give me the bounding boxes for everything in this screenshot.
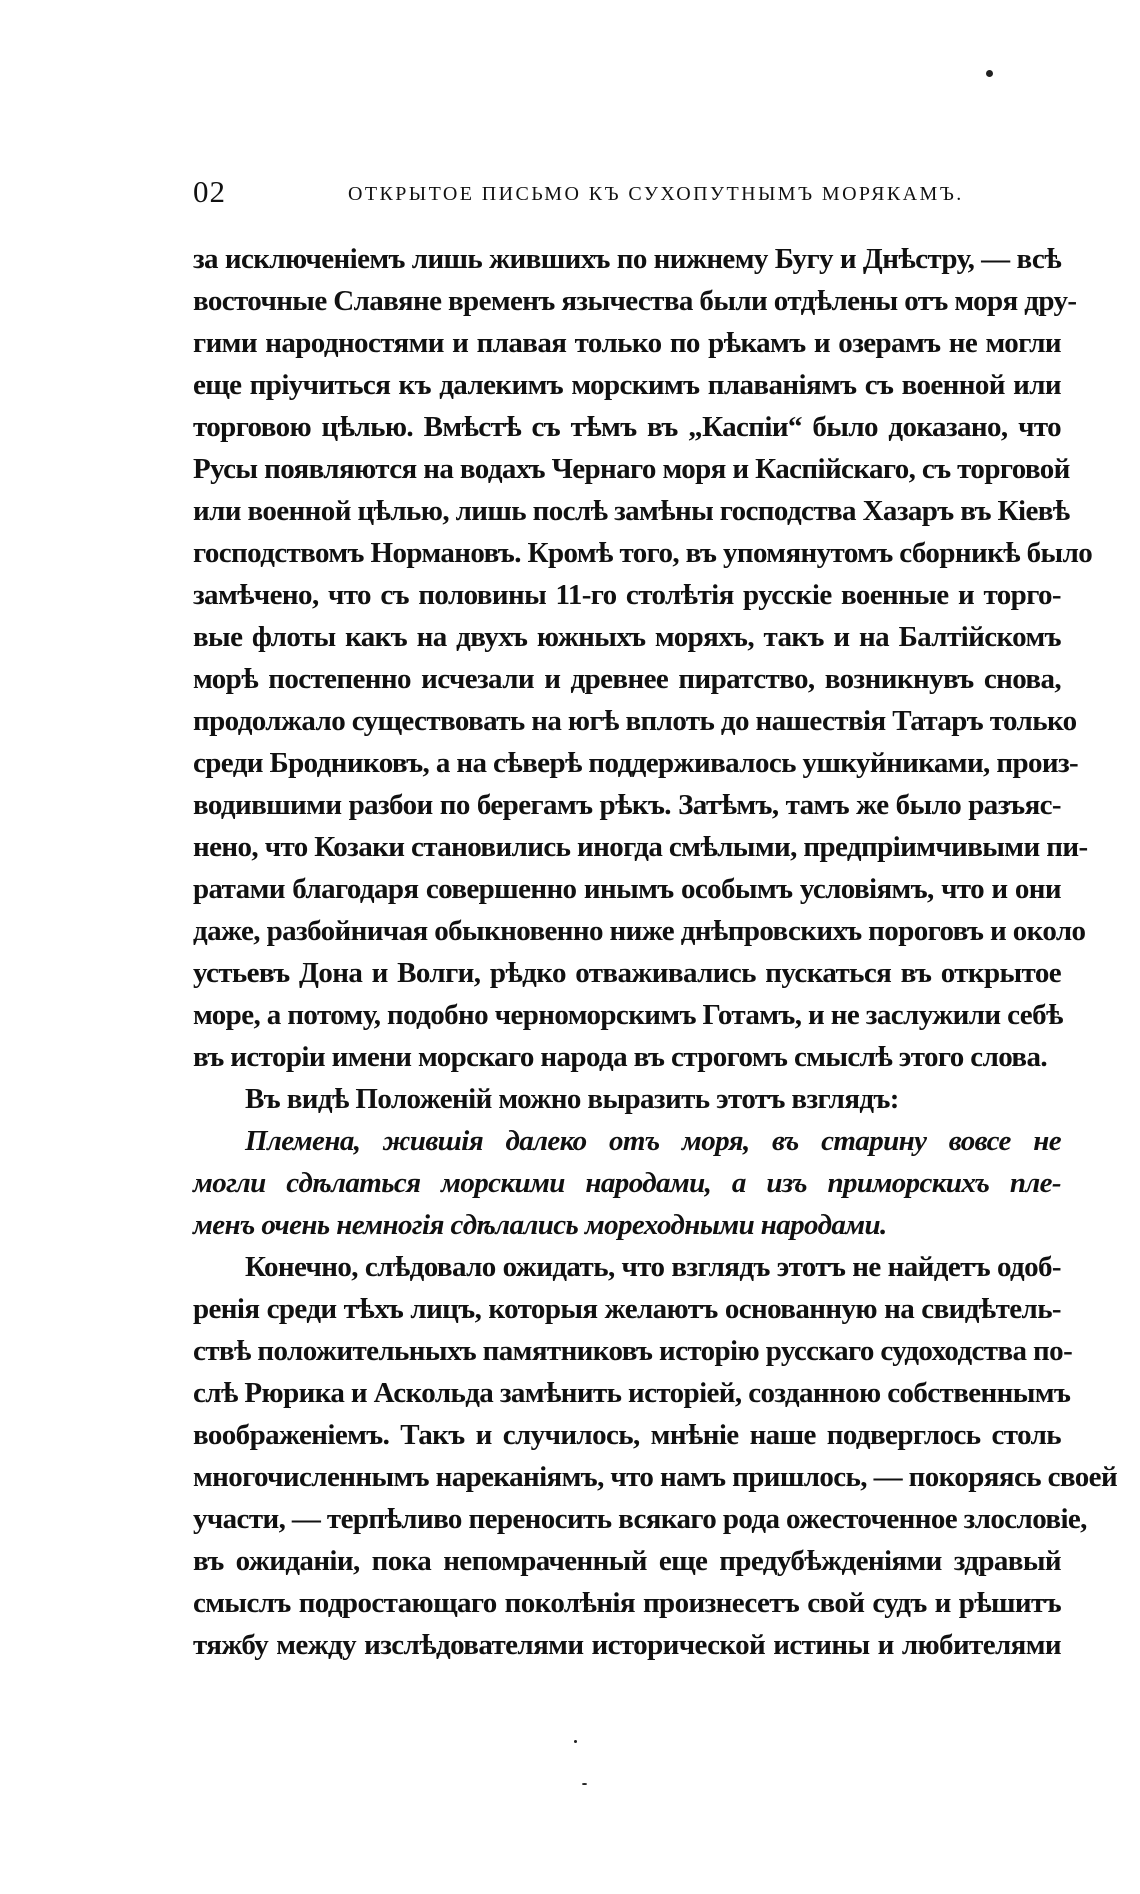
text-line: въ ожиданіи, пока непомраченный еще предубѣжденіями здравый <box>193 1545 1061 1577</box>
text-line: господствомъ Нормановъ. Кромѣ того, въ упомянутомъ сборникѣ было <box>193 537 1093 569</box>
text-line: продолжало существовать на югѣ вплоть до нашествія Татаръ только <box>193 705 1077 737</box>
italic-thesis-line: менъ очень немногія сдѣлались мореходными народами. <box>193 1209 887 1241</box>
text-line: слѣ Рюрика и Аскольда замѣнить исторіей, созданною собственнымъ <box>193 1377 1071 1409</box>
page-header <box>193 172 1061 212</box>
text-line: воображеніемъ. Такъ и случилось, мнѣніе наше подверглось столь <box>193 1419 1061 1451</box>
text-line: вые флоты какъ на двухъ южныхъ моряхъ, такъ и на Балтійскомъ <box>193 621 1061 653</box>
italic-thesis-line: могли сдѣлаться морскими народами, а изъ приморскихъ пле- <box>193 1167 1061 1199</box>
text-line: море, а потому, подобно черноморскимъ Готамъ, и не заслужили себѣ <box>193 999 1063 1031</box>
text-line: Русы появляются на водахъ Чернаго моря и Каспійскаго, съ торговой <box>193 453 1070 485</box>
body-text <box>193 238 1118 1666</box>
text-line: нено, что Козаки становились иногда смѣлыми, предпріимчивыми пи- <box>193 831 1088 863</box>
text-line: за исключеніемъ лишь жившихъ по нижнему Бугу и Днѣстру, — всѣ <box>193 243 1061 275</box>
text-line: восточные Славяне временъ язычества были отдѣлены отъ моря дру- <box>193 285 1077 317</box>
text-line: торговою цѣлью. Вмѣстѣ съ тѣмъ въ „Каспіи“ было доказано, что <box>193 411 1061 443</box>
print-speck <box>574 1740 577 1743</box>
text-line: гими народностями и плавая только по рѣкамъ и озерамъ не могли <box>193 327 1061 359</box>
text-line: ствѣ положительныхъ памятниковъ исторію русскаго судоходства по- <box>193 1335 1073 1367</box>
text-line: многочисленнымъ нареканіямъ, что намъ пришлось, — покоряясь своей <box>193 1461 1118 1493</box>
text-line: даже, разбойничая обыкновенно ниже днѣпровскихъ пороговъ и около <box>193 915 1086 947</box>
running-title: ОТКРЫТОЕ ПИСЬМО КЪ СУХОПУТНЫМЪ МОРЯКАМЪ. <box>348 183 964 205</box>
text-line: морѣ постепенно исчезали и древнее пиратство, возникнувъ снова, <box>193 663 1061 695</box>
text-line: участи, — терпѣливо переносить всякаго рода ожесточенное злословіе, <box>193 1503 1087 1535</box>
text-line: тяжбу между изслѣдователями исторической истины и любителями <box>193 1629 1061 1661</box>
text-line: Въ видѣ Положеній можно выразить этотъ взглядъ: <box>245 1083 899 1115</box>
text-line: водившими разбои по берегамъ рѣкъ. Затѣмъ, тамъ же было разъяс- <box>193 789 1061 821</box>
text-line: замѣчено, что съ половины 11-го столѣтія русскіе военные и торго- <box>193 579 1061 611</box>
print-speck <box>582 1783 587 1785</box>
text-line: ренія среди тѣхъ лицъ, которыя желаютъ основанную на свидѣтель- <box>193 1293 1061 1325</box>
text-line: среди Бродниковъ, а на сѣверѣ поддерживалось ушкуйниками, произ- <box>193 747 1079 779</box>
text-line: ратами благодаря совершенно инымъ особымъ условіямъ, что и они <box>193 873 1061 905</box>
text-line: въ исторіи имени морскаго народа въ строгомъ смыслѣ этого слова. <box>193 1041 1048 1073</box>
page-number: 02 <box>193 174 226 209</box>
italic-thesis-line: Племена, жившія далеко отъ моря, въ старину вовсе не <box>245 1125 1061 1157</box>
text-line: Конечно, слѣдовало ожидать, что взглядъ этотъ не найдетъ одоб- <box>245 1251 1061 1283</box>
text-line: или военной цѣлью, лишь послѣ замѣны господства Хазаръ въ Кіевѣ <box>193 495 1070 527</box>
print-speck <box>986 70 993 77</box>
text-line: еще пріучиться къ далекимъ морскимъ плаваніямъ съ военной или <box>193 369 1061 401</box>
text-line: устьевъ Дона и Волги, рѣдко отваживались пускаться въ открытое <box>193 957 1061 989</box>
text-line: смыслъ подростающаго поколѣнія произнесетъ свой судъ и рѣшитъ <box>193 1587 1061 1619</box>
